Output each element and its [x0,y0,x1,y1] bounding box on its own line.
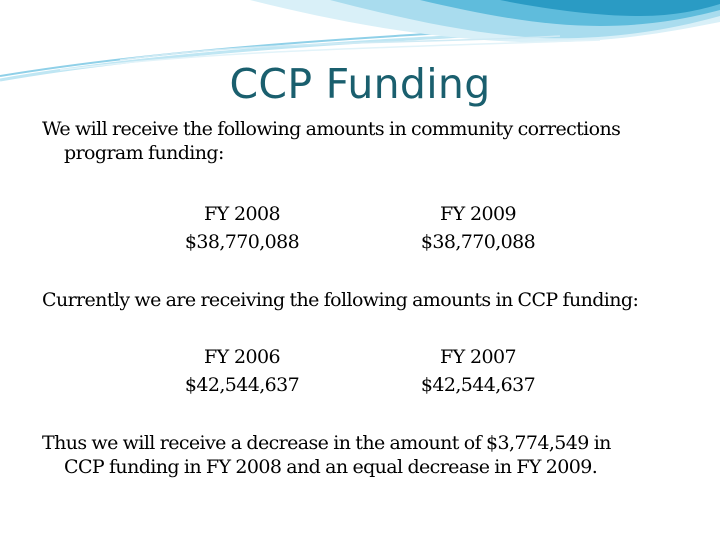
current-line: Currently we are receiving the following amounts in CCP funding: [42,289,639,311]
conclusion-line-2: CCP funding in FY 2008 and an equal decrease in FY 2009. [64,456,598,478]
slide-title: CCP Funding [229,60,491,108]
fy2006-label: FY 2006 [204,346,280,368]
fy2009-amount: $38,770,088 [420,231,536,253]
current-paragraph [42,288,702,312]
fy2007-amount: $42,544,637 [420,374,536,396]
fy2009-label: FY 2009 [440,203,516,225]
fy2008-amount: $38,770,088 [184,231,300,253]
fy2008-funding [142,200,342,256]
fy2009-funding [378,200,578,256]
intro-line-2: program funding: [64,142,224,164]
fy2006-amount: $42,544,637 [184,374,300,396]
conclusion-line-1: Thus we will receive a decrease in the amount of $3,774,549 in [42,432,611,454]
conclusion-paragraph [42,431,702,479]
fy2008-label: FY 2008 [204,203,280,225]
fy2007-funding [378,343,578,399]
intro-line-1: We will receive the following amounts in community corrections [42,118,621,140]
intro-paragraph [42,117,702,165]
fy2007-label: FY 2007 [440,346,516,368]
fy2006-funding [142,343,342,399]
